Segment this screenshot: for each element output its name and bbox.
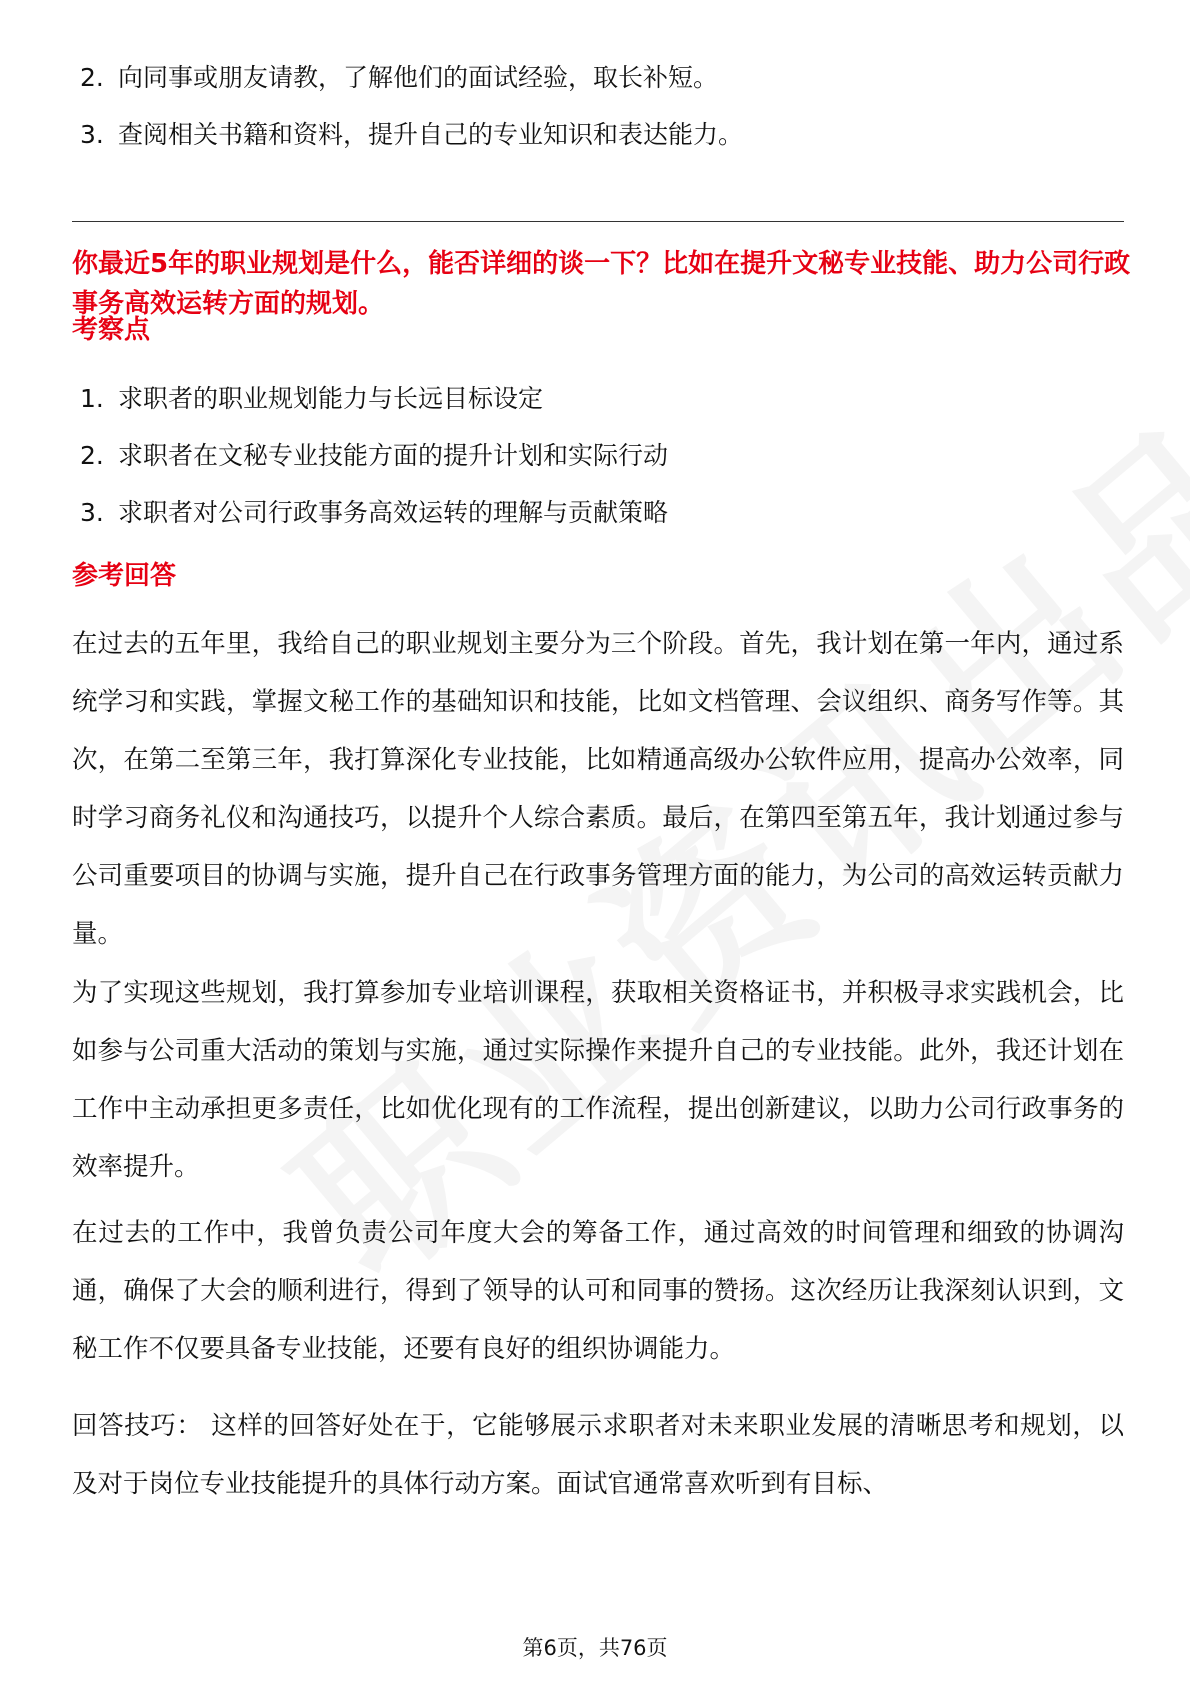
page-number-footer: 第6页，共76页 — [522, 1636, 668, 1660]
list-item-number: 2. — [80, 63, 104, 92]
top-list — [80, 49, 743, 163]
answer-paragraph: 在过去的五年里，我给自己的职业规划主要分为三个阶段。首先，我计划在第一年内，通过系统学习和实践，掌握文秘工作的基础知识和技能，比如文档管理、会议组织、商务写作等。其次，在第二至第三年，我打算深化专业技能，比如精通高级办公软件应用，提高办公效率，同时学习商务礼仪和沟通技巧，以提升个人综合素质。最后，在第四至第五年，我计划通过参与公司重要项目的协调与实施，提升自己在行政事务管理方面的能力，为公司的高效运转贡献力量。 — [72, 629, 1124, 949]
answer-paragraph: 为了实现这些规划，我打算参加专业培训课程，获取相关资格证书，并积极寻求实践机会，比如参与公司重大活动的策划与实施，通过实际操作来提升自己的专业技能。此外，我还计划在工作中主动承担更多责任，比如优化现有的工作流程，提出创新建议，以助力公司行政事务的效率提升。 — [72, 978, 1124, 1182]
section-divider — [72, 221, 1124, 222]
list-item — [80, 49, 743, 106]
list-item-number: 1. — [80, 384, 104, 413]
list-item-text: 求职者对公司行政事务高效运转的理解与贡献策略 — [118, 498, 669, 527]
list-item-text: 求职者在文秘专业技能方面的提升计划和实际行动 — [118, 441, 669, 470]
list-item-text: 求职者的职业规划能力与长远目标设定 — [118, 384, 544, 413]
list-item — [80, 427, 668, 484]
list-item — [80, 370, 668, 427]
answer-paragraph: 在过去的工作中，我曾负责公司年度大会的筹备工作，通过高效的时间管理和细致的协调沟通，确保了大会的顺利进行，得到了领导的认可和同事的赞扬。这次经历让我深刻认识到，文秘工作不仅要具备专业技能，还要有良好的组织协调能力。 — [72, 1218, 1124, 1364]
list-item-text: 向同事或朋友请教，了解他们的面试经验，取长补短。 — [118, 63, 719, 92]
assessment-list — [80, 370, 668, 541]
answer-tips-paragraph: 回答技巧： 这样的回答好处在于，它能够展示求职者对未来职业发展的清晰思考和规划，以及对于岗位专业技能提升的具体行动方案。面试官通常喜欢听到有目标、 — [72, 1411, 1124, 1499]
list-item-text: 查阅相关书籍和资料，提升自己的专业知识和表达能力。 — [118, 120, 744, 149]
list-item-number: 3. — [80, 498, 104, 527]
list-item — [80, 484, 668, 541]
interview-question: 你最近5年的职业规划是什么，能否详细的谈一下？比如在提升文秘专业技能、助力公司行政事务高效运转方面的规划。 — [72, 249, 1131, 319]
list-item-number: 3. — [80, 120, 104, 149]
answer-heading: 参考回答 — [72, 561, 177, 591]
list-item-number: 2. — [80, 441, 104, 470]
list-item — [80, 106, 743, 163]
assessment-heading: 考察点 — [72, 315, 151, 345]
